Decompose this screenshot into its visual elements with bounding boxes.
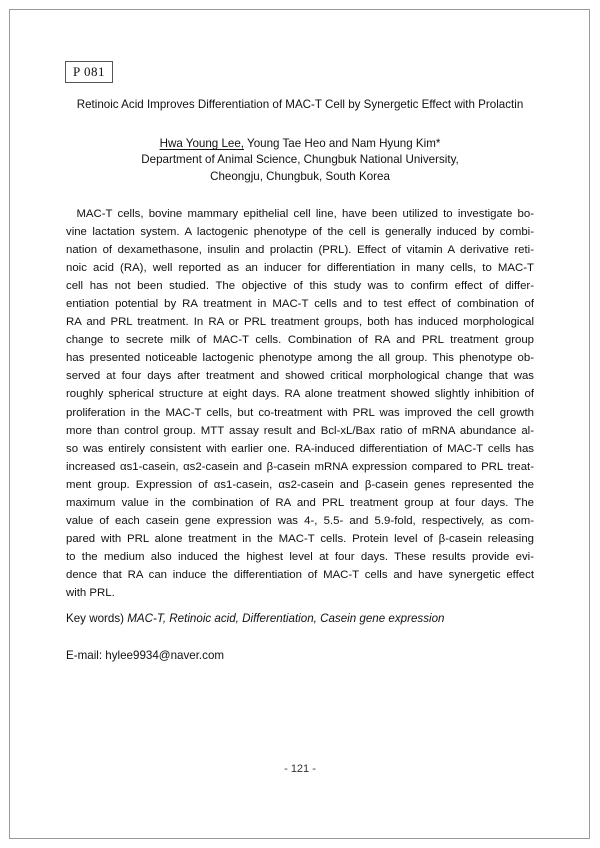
keywords [66, 612, 444, 626]
affiliation-line-1: Department of Animal Science, Chungbuk National University, [141, 153, 459, 166]
abstract-line: served at four days after treatment and showed critical morphological change that was [66, 370, 534, 383]
abstract-line: entiation potential by RA treatment in MAC-T cells and to test effect of combination of [66, 298, 534, 311]
abstract-line: ment group. Expression of αs1-casein, αs2-casein and β-casein genes represented the [66, 478, 534, 491]
abstract-line: proliferation in the MAC-T cells, but co-treatment with PRL was improved the cell growth [66, 406, 534, 419]
abstract-line: dence that RA can induce the differentiation of MAC-T cells and have synergetic effect [66, 568, 534, 581]
abstract-line: with PRL. [66, 586, 115, 599]
author-line [40, 137, 560, 151]
abstract-body [66, 205, 534, 602]
abstract-line: increased αs1-casein, αs2-casein and β-casein mRNA expression compared to PRL treat- [66, 460, 534, 473]
abstract-line: nation of dexamethasone, insulin and prolactin (PRL). Effect of vitamin A derivative reti- [66, 244, 534, 257]
abstract-line: change to secrete milk of MAC-T cells. Combination of RA and PRL treatment group [66, 334, 534, 347]
page-number: - 121 - [284, 763, 316, 775]
paper-title: Retinoic Acid Improves Differentiation of MAC-T Cell by Synergetic Effect with Prolactin [76, 98, 524, 111]
abstract-line: has presented noticeable lactogenic phenotype among the all group. This phenotype ob- [66, 352, 534, 365]
abstract-line: vine lactation system. A lactogenic phenotype of the cell is generally induced by combi- [66, 226, 534, 239]
keywords-values: MAC-T, Retinoic acid, Differentiation, Casein gene expression [127, 612, 445, 625]
abstract-line: roughly spherical structure at eight days. RA alone treatment showed slightly inhibition of [66, 388, 534, 401]
affiliation-line-2: Cheongju, Chungbuk, South Korea [210, 170, 390, 183]
keywords-label: Key words) [66, 612, 128, 625]
contact-email: E-mail: hylee9934@naver.com [66, 649, 225, 662]
abstract-line: value of each casein gene expression was 4-, 5.5- and 5.9-fold, respectively, as com- [66, 514, 534, 527]
abstract-id-box: P 081 [65, 61, 113, 83]
abstract-line: pared with PRL alone treatment in the MAC-T cells. Protein level of β-casein releasing [66, 532, 534, 545]
abstract-line: more than control group. MTT assay result and Bcl-xL/Bax ratio of mRNA abundance al- [66, 424, 534, 437]
abstract-line: to the medium also induced the highest level at four days. These results provide evi- [66, 550, 534, 563]
abstract-line: RA and PRL treatment. In RA or PRL treatment groups, both has induced morphological [66, 316, 534, 329]
abstract-line: maximum value in the combination of RA and PRL treatment group at four days. The [66, 496, 534, 509]
abstract-line: MAC-T cells, bovine mammary epithelial cell line, have been utilized to investigate bo- [66, 208, 534, 220]
co-authors: Young Tae Heo and Nam Hyung Kim* [244, 137, 441, 150]
abstract-line: noic acid (RA), well reported as an inducer for differentiation in many cells, to MAC-T [66, 262, 534, 275]
presenting-author: Hwa Young Lee, [159, 137, 245, 150]
abstract-line: cell has not been studied. The objective of this study was to confirm effect of differ- [66, 280, 534, 293]
abstract-line: so was entirely consistent with earlier one. RA-induced differentiation of MAC-T cells has [66, 442, 534, 455]
